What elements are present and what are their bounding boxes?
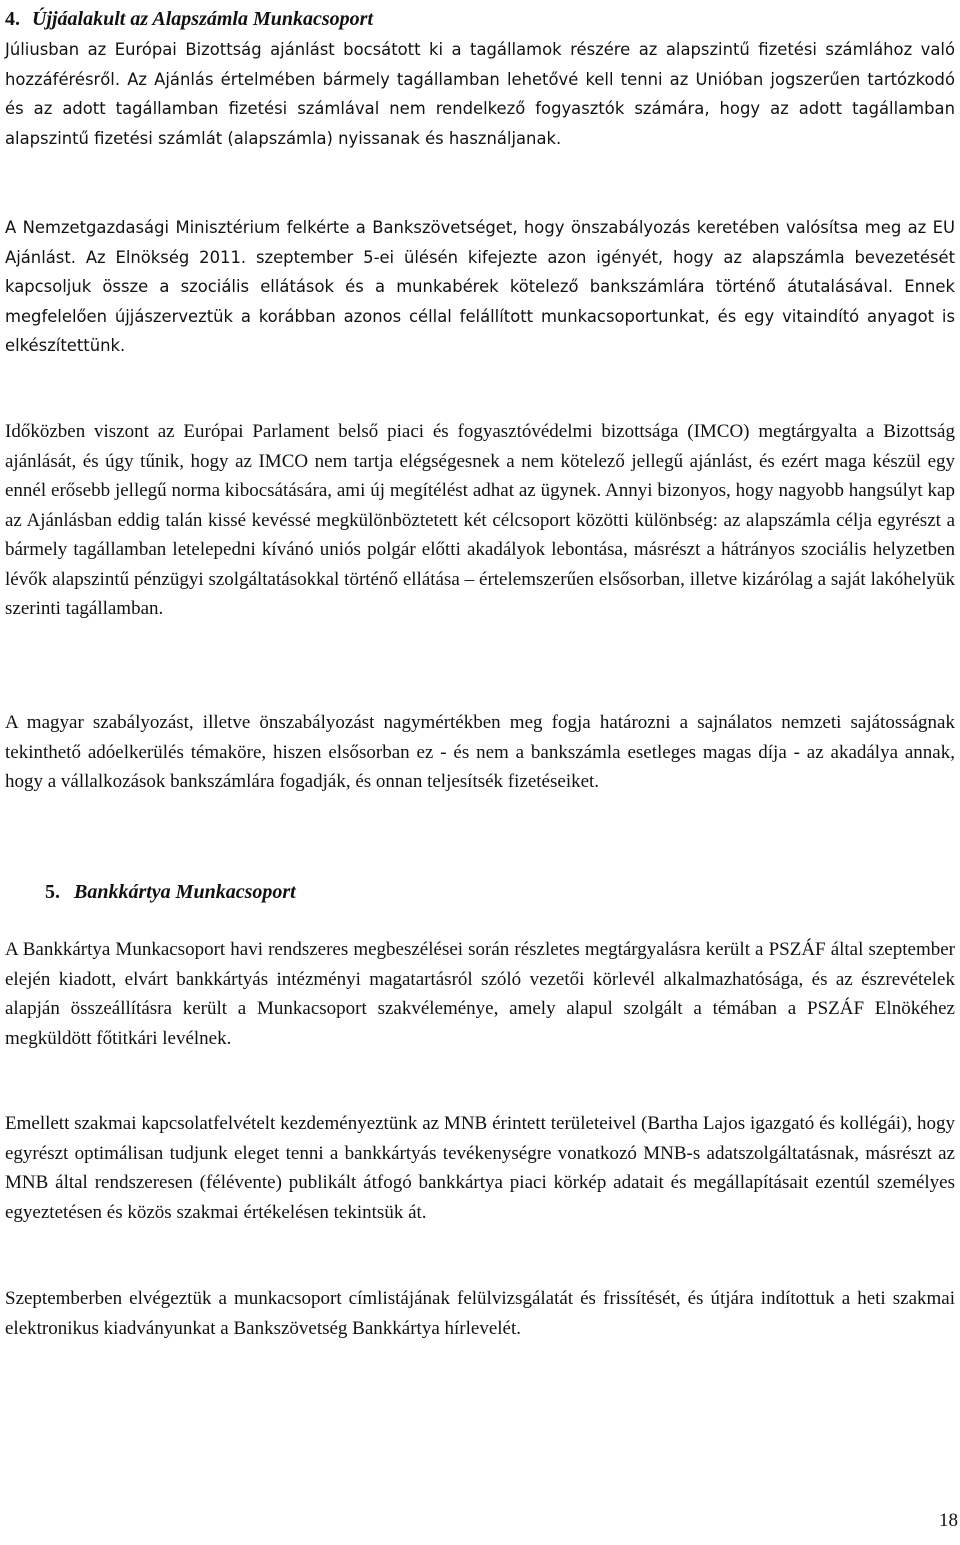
section-5-title: Bankkártya Munkacsoport xyxy=(74,881,296,903)
page-number: 18 xyxy=(939,1510,958,1531)
paragraph-mnb-contact: Emellett szakmai kapcsolatfelvételt kezdeményeztünk az MNB érintett területeivel (Bartha Lajos igazgató és kollégái), hogy egyrészt optimálisan tudjunk eleget tenni a bankkártyás tevékenységre vonatkozó MNB-s adatszolgáltatásnak, másrészt az MNB által rendszeresen (félévente) publikált átfogó bankkártya piaci körkép adatait és megállapításait ezentúl személyes egyeztetésen és közös szakmai értékelésen tekintsük át. xyxy=(5,1113,955,1223)
paragraph-card-workgroup-meetings: A Bankkártya Munkacsoport havi rendszeres megbeszélései során részletes megtárgyalásra került a PSZÁF által szeptember elején kiadott, elvárt bankkártyás intézményi magatartásról szóló vezetői körlevél alkalmazhatósága, és az észrevételek alapján összeállításra került a Munkacsoport szakvéleménye, amely alapul szolgált a témában a PSZÁF Elnökéhez megküldött főtitkári levélnek. xyxy=(5,939,955,1049)
section-4-number: 4. xyxy=(5,8,20,30)
section-5-number: 5. xyxy=(45,881,60,903)
paragraph-july-recommendation: Júliusban az Európai Bizottság ajánlást bocsátott ki a tagállamok részére az alapszintű fizetési számlához való hozzáférésről. Az Ajánlás értelmében bármely tagállamban lehetővé kell tenni az Unióban jogszerűen tartózkodó és az adott tagállamban fizetési számlával nem rendelkező fogyasztók számára, hogy az adott tagállamban alapszintű fizetési számlát (alapszámla) nyissanak és használjanak. xyxy=(5,40,955,148)
paragraph-imco: Időközben viszont az Európai Parlament belső piaci és fogyasztóvédelmi bizottsága (IMCO) megtárgyalta a Bizottság ajánlását, és úgy tűnik, hogy az IMCO nem tartja elégségesnek a nem kötelező jellegű ajánlást, és ezért maga készül egy ennél erősebb jellegű norma kibocsátására, ami új megítélést adhat az ügynek. Annyi bizonyos, hogy nagyobb hangsúlyt kap az Ajánlásban eddig talán kissé kevéssé megkülönböztetett két célcsoport közötti különbség: az alapszámla célja egyrészt a bármely tagállamban letelepedni kívánó uniós polgár előtti akadályok lebontása, másrészt a hátrányos szociális helyzetben lévők alapszintű pénzügyi szolgáltatásokkal történő ellátása – értelemszerűen elsősorban, illetve kizárólag a saját lakóhelyük szerinti tagállamban. xyxy=(5,421,955,619)
section-5-heading xyxy=(45,878,955,907)
paragraph-september-newsletter: Szeptemberben elvégeztük a munkacsoport címlistájának felülvizsgálatát és frissítését, és útjára indítottuk a heti szakmai elektronikus kiadványunkat a Bankszövetség Bankkártya hírlevelét. xyxy=(5,1288,955,1339)
paragraph-ministry-request: A Nemzetgazdasági Minisztérium felkérte a Bankszövetséget, hogy önszabályozás keretében valósítsa meg az EU Ajánlást. Az Elnökség 2011. szeptember 5-ei ülésén kifejezte azon igényét, hogy az alapszámla bevezetését kapcsoljuk össze a szociális ellátások és a munkabérek kötelező bankszámlára történő átutalásával. Ennek megfelelően újjászerveztük a korábban azonos céllal felállított munkacsoportunkat, és egy vitaindító anyagot is elkészítettünk. xyxy=(5,218,955,355)
section-4-heading xyxy=(5,5,955,34)
section-4-title: Újjáalakult az Alapszámla Munkacsoport xyxy=(32,8,373,30)
paragraph-hungarian-regulation: A magyar szabályozást, illetve önszabályozást nagymértékben meg fogja határozni a sajnálatos nemzeti sajátosságnak tekinthető adóelkerülés témaköre, hiszen elsősorban ez - és nem a bankszámla esetleges magas díja - az akadálya annak, hogy a vállalkozások bankszámlára fogadják, és onnan teljesítsék fizetéseiket. xyxy=(5,712,955,792)
